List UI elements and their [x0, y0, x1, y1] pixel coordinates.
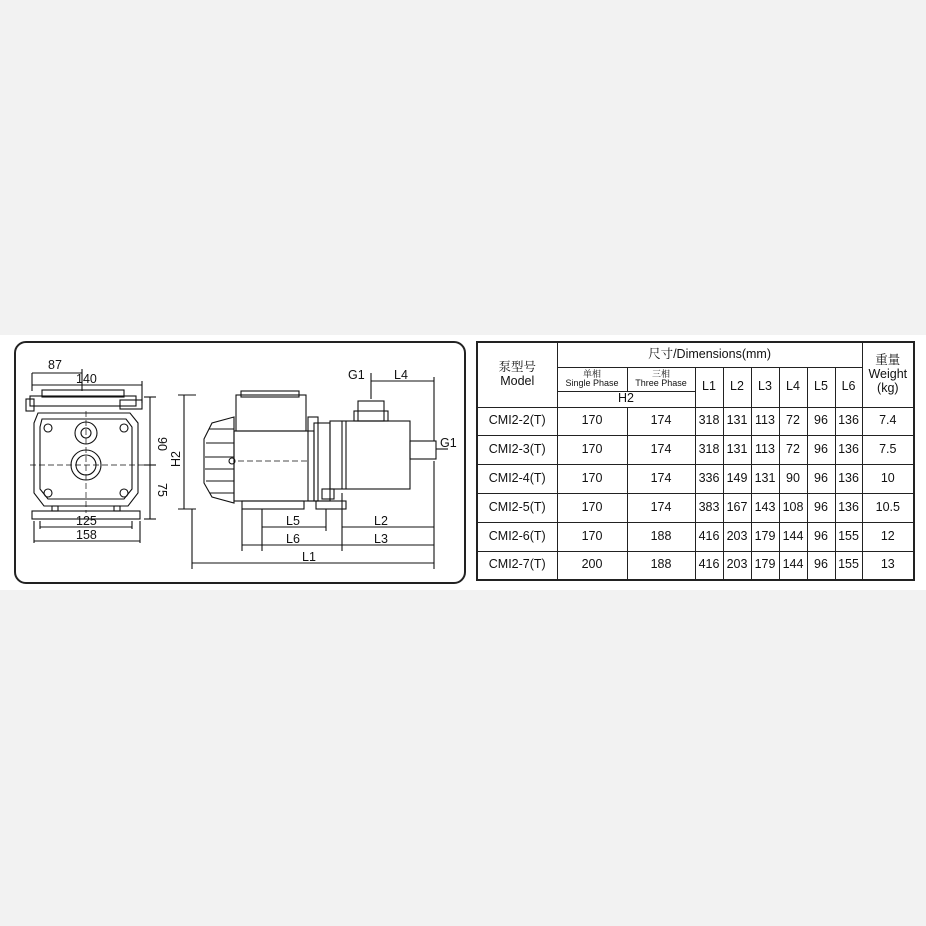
cell-l3: 143	[751, 493, 779, 522]
label-l2: L2	[374, 514, 388, 528]
weight-header-en: Weight	[868, 366, 908, 381]
dimension-drawing-panel	[14, 341, 466, 584]
dimensions-table	[476, 341, 915, 581]
cell-l1: 336	[695, 464, 723, 493]
col-header-l3: L3	[751, 367, 779, 407]
cell-l6: 136	[835, 464, 862, 493]
cell-three: 174	[627, 493, 695, 522]
cell-l4: 144	[779, 551, 807, 580]
cell-three: 174	[627, 407, 695, 435]
cell-l5: 96	[807, 522, 835, 551]
single-phase-header	[557, 367, 627, 391]
cell-l4: 144	[779, 522, 807, 551]
cell-l5: 96	[807, 551, 835, 580]
single-phase-cn: 单相	[582, 368, 601, 379]
table-row	[477, 407, 914, 435]
side-view	[169, 368, 457, 569]
cell-l6: 136	[835, 493, 862, 522]
col-header-l4: L4	[779, 367, 807, 407]
col-header-l2: L2	[723, 367, 751, 407]
cell-l3: 131	[751, 464, 779, 493]
cell-three: 174	[627, 464, 695, 493]
cell-model: CMI2-4(T)	[477, 464, 557, 493]
label-g1-top: G1	[348, 368, 365, 382]
three-phase-header	[627, 367, 695, 391]
cell-l2: 131	[723, 407, 751, 435]
model-header-cn: 泵型号	[498, 360, 536, 374]
label-g1-side: G1	[440, 436, 457, 450]
cell-l4: 72	[779, 435, 807, 464]
table-row	[477, 493, 914, 522]
cell-single: 200	[557, 551, 627, 580]
cell-l6: 155	[835, 522, 862, 551]
dim-158: 158	[76, 528, 97, 542]
cell-three: 188	[627, 551, 695, 580]
cell-model: CMI2-7(T)	[477, 551, 557, 580]
cell-l5: 96	[807, 435, 835, 464]
cell-model: CMI2-6(T)	[477, 522, 557, 551]
cell-l1: 318	[695, 407, 723, 435]
cell-weight: 10	[862, 464, 914, 493]
cell-l2: 167	[723, 493, 751, 522]
cell-single: 170	[557, 493, 627, 522]
col-header-l1: L1	[695, 367, 723, 407]
pump-drawing	[16, 343, 468, 586]
cell-l4: 108	[779, 493, 807, 522]
cell-l1: 318	[695, 435, 723, 464]
h2-header: H2	[557, 391, 695, 407]
cell-l3: 179	[751, 522, 779, 551]
label-l3: L3	[374, 532, 388, 546]
front-view	[26, 358, 169, 543]
dim-125: 125	[76, 514, 97, 528]
dim-90: 90	[155, 437, 169, 451]
dim-87: 87	[48, 358, 62, 372]
label-l4: L4	[394, 368, 408, 382]
weight-header-unit: (kg)	[877, 380, 899, 395]
cell-l5: 96	[807, 464, 835, 493]
cell-l6: 155	[835, 551, 862, 580]
cell-l5: 96	[807, 407, 835, 435]
label-l1: L1	[302, 550, 316, 564]
model-header	[477, 342, 557, 407]
cell-l2: 203	[723, 522, 751, 551]
cell-single: 170	[557, 435, 627, 464]
label-l5: L5	[286, 514, 300, 528]
single-phase-en: Single Phase	[565, 378, 619, 388]
cell-l6: 136	[835, 407, 862, 435]
weight-header	[862, 342, 914, 407]
cell-single: 170	[557, 407, 627, 435]
cell-three: 174	[627, 435, 695, 464]
cell-l4: 90	[779, 464, 807, 493]
cell-l3: 113	[751, 407, 779, 435]
table-row	[477, 551, 914, 580]
cell-l2: 203	[723, 551, 751, 580]
cell-l1: 416	[695, 551, 723, 580]
cell-weight: 13	[862, 551, 914, 580]
table-row	[477, 464, 914, 493]
label-l6: L6	[286, 532, 300, 546]
weight-header-cn: 重量	[875, 353, 901, 368]
cell-l1: 416	[695, 522, 723, 551]
dim-140: 140	[76, 372, 97, 386]
cell-l1: 383	[695, 493, 723, 522]
cell-l2: 131	[723, 435, 751, 464]
cell-single: 170	[557, 522, 627, 551]
dim-75: 75	[155, 483, 169, 497]
cell-weight: 10.5	[862, 493, 914, 522]
cell-model: CMI2-5(T)	[477, 493, 557, 522]
cell-weight: 7.4	[862, 407, 914, 435]
cell-l2: 149	[723, 464, 751, 493]
dim-h2: H2	[169, 451, 183, 467]
dimensions-header: 尺寸/Dimensions(mm)	[557, 342, 862, 367]
table-row	[477, 522, 914, 551]
cell-l4: 72	[779, 407, 807, 435]
col-header-l6: L6	[835, 367, 862, 407]
cell-model: CMI2-3(T)	[477, 435, 557, 464]
three-phase-en: Three Phase	[635, 378, 687, 388]
cell-l3: 113	[751, 435, 779, 464]
cell-single: 170	[557, 464, 627, 493]
cell-l6: 136	[835, 435, 862, 464]
model-header-en: Model	[500, 373, 535, 388]
table-row	[477, 435, 914, 464]
cell-l3: 179	[751, 551, 779, 580]
cell-l5: 96	[807, 493, 835, 522]
cell-model: CMI2-2(T)	[477, 407, 557, 435]
cell-weight: 12	[862, 522, 914, 551]
cell-three: 188	[627, 522, 695, 551]
three-phase-cn: 三相	[651, 368, 670, 379]
cell-weight: 7.5	[862, 435, 914, 464]
col-header-l5: L5	[807, 367, 835, 407]
